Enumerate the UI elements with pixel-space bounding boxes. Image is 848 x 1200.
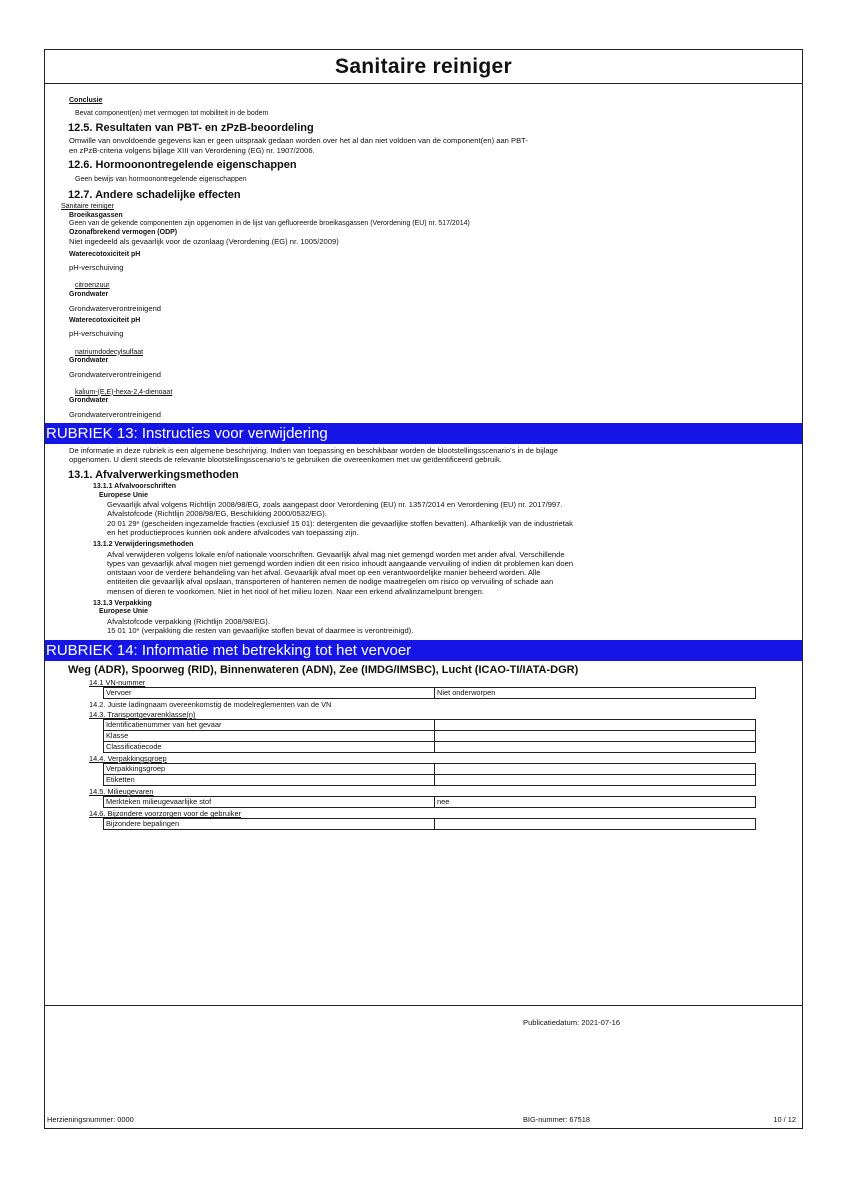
conclusion-heading: Conclusie <box>69 97 103 104</box>
kalium-groundwater-text: Grondwaterverontreinigend <box>69 409 162 419</box>
kalium-groundwater-heading: Grondwater <box>69 397 109 405</box>
table-row <box>104 731 756 742</box>
citroenzuur-groundwater-text: Grondwaterverontreinigend <box>69 303 162 313</box>
water-ph-heading: Waterecotoxiciteit pH <box>69 250 141 258</box>
disposal-line-2: types van gevaarlijk afval mogen niet gemengd worden indien dit een risico inhoudt aangaande vervuiling of indien dit problemen kan doen <box>107 558 574 568</box>
eu-label-1: Europese Unie <box>99 491 149 499</box>
table-cell-value <box>435 720 756 731</box>
table-cell-label: Merkteken milieugevaarlijke stof <box>104 797 435 808</box>
table-cell-label: Bijzondere bepalingen <box>104 819 435 830</box>
table-cell-label: Identificatienummer van het gevaar <box>104 720 435 731</box>
table-cell-label: Klasse <box>104 731 435 742</box>
section-13-1-heading: 13.1. Afvalverwerkingsmethoden <box>68 468 239 481</box>
page-number: 10 / 12 <box>773 1115 796 1124</box>
table-row <box>104 764 756 775</box>
waste-rule-line-3: 20 01 29* (gescheiden ingezamelde fracties (exclusief 15 01): detergenten die gevaarlijke stoffen bevatten). Afhankelijk van de industrietak <box>107 518 573 528</box>
natrium-groundwater-heading: Grondwater <box>69 357 109 365</box>
un-number-group-label: 14.1 VN-nummer <box>89 677 146 687</box>
environmental-hazards-table <box>103 796 756 808</box>
table-cell-value <box>435 819 756 830</box>
citroenzuur-ph-text: pH-verschuiving <box>69 329 124 339</box>
waste-rule-line-2: Afvalstofcode (Richtlijn 2008/98/EG, Beschikking 2000/0532/EG). <box>107 509 327 519</box>
packing-group-table <box>103 763 756 786</box>
table-row <box>104 775 756 786</box>
table-cell-label: Verpakkingsgroep <box>104 764 435 775</box>
packaging-line-1: Afvalstofcode verpakking (Richtlijn 2008/98/EG). <box>107 617 270 626</box>
big-number: BIG-nummer: 67518 <box>523 1115 590 1124</box>
special-precautions-label: 14.6. Bijzondere voorzorgen voor de gebruiker <box>89 809 242 819</box>
eu-label-2: Europese Unie <box>99 608 149 616</box>
citroenzuur-ph-heading: Waterecotoxiciteit pH <box>69 316 141 324</box>
special-precautions-table <box>103 818 756 830</box>
section-13-1-1-heading: 13.1.1 Afvalvoorschriften <box>93 483 176 491</box>
citroenzuur-groundwater-heading: Grondwater <box>69 291 109 298</box>
natrium-groundwater-text: Grondwaterverontreinigend <box>69 369 162 379</box>
table-cell-label: Vervoer <box>104 687 435 698</box>
section-14-banner: RUBRIEK 14: Informatie met betrekking tot het vervoer <box>45 640 802 661</box>
packing-group-label: 14.4. Verpakkingsgroep <box>89 754 167 763</box>
hazard-class-group-label: 14.3. Transportgevarenklasse(n) <box>89 709 196 719</box>
shipping-name-group-label: 14.2. Juiste ladingnaam overeenkomstig de modelreglementen van de VN <box>89 699 332 709</box>
conclusion-text: Bevat component(en) met vermogen tot mobiliteit in de bodem <box>75 109 269 117</box>
table-cell-label: Etiketten <box>104 775 435 786</box>
disposal-line-5: mensen of dieren te voorkomen. Niet in het riool of het milieu lozen. Naar een erkend afvalinzamelpunt brengen. <box>107 586 484 596</box>
component-natriumdodecylsulfaat: natriumdodecylsulfaat <box>75 348 144 356</box>
table-cell-value <box>435 731 756 742</box>
page-header <box>45 50 802 84</box>
waste-rule-line-1: Gevaarlijk afval volgens Richtlijn 2008/98/EG, zoals aangepast door Verordening (EU) nr. 1357/2014 en Verordening (EU) nr. 2017/997. <box>107 500 563 510</box>
greenhouse-heading: Broeikasgassen <box>69 211 123 219</box>
revision-number: Herzieningsnummer: 0000 <box>47 1115 134 1124</box>
section-12-5-line-1: Omwille van onvoldoende gegevens kan er geen uitspraak gedaan worden over het al dan niet voldoen van de component(en) aan PBT- <box>69 136 528 146</box>
transport-modes-heading: Weg (ADR), Spoorweg (RID), Binnenwateren (ADN), Zee (IMDG/IMSBC), Lucht (ICAO-TI/IATA-DGR) <box>68 663 579 676</box>
footer-divider <box>45 1005 802 1006</box>
table-row <box>104 819 756 830</box>
table-row <box>104 720 756 731</box>
disposal-line-4: entiteiten die gevaarlijk afval opslaan, transporteren of hanteren nemen de nodige maatregelen om risico op vervuiling of schade aan <box>107 577 554 587</box>
odp-text: Niet ingedeeld als gevaarlijk voor de ozonlaag (Verordening (EG) nr. 1005/2009) <box>69 237 339 247</box>
section-12-6-heading: 12.6. Hormoonontregelende eigenschappen <box>68 158 297 171</box>
section-12-5-heading: 12.5. Resultaten van PBT- en zPzB-beoordeling <box>68 122 314 135</box>
water-ph-text: pH-verschuiving <box>69 263 124 273</box>
publication-date: Publicatiedatum: 2021-07-16 <box>523 1018 621 1027</box>
component-citroenzuur: citroenzuur <box>75 282 110 290</box>
disposal-line-3: ontstaan voor de verdere behandeling van het afval. Gevaarlijk afval moet op een verantwoordelijke manier beheerd worden. Alle <box>107 568 541 578</box>
section-13-1-3-heading: 13.1.3 Verpakking <box>93 599 152 607</box>
section-13-banner: RUBRIEK 13: Instructies voor verwijdering <box>45 423 802 444</box>
table-cell-value <box>435 775 756 786</box>
waste-rule-line-4: en het productieproces kunnen ook andere afvalcodes van toepassing zijn. <box>107 527 359 537</box>
section-13-1-2-heading: 13.1.2 Verwijderingsmethoden <box>93 541 194 549</box>
section-12-7-heading: 12.7. Andere schadelijke effecten <box>68 188 241 201</box>
table-row <box>104 687 756 698</box>
table-cell-value: Niet onderworpen <box>435 687 756 698</box>
section-13-intro-2: opgenomen. U dient steeds de relevante blootstellingsscenario's te gebruiken die overeenkomen met uw geïdentificeerd gebruik. <box>69 455 502 465</box>
table-cell-label: Classificatiecode <box>104 742 435 753</box>
table-cell-value <box>435 742 756 753</box>
hazard-class-table <box>103 719 756 753</box>
component-kalium: kalium-(E,E)-hexa-2,4-dienoaat <box>75 388 173 396</box>
environmental-hazards-label: 14.5. Milieugevaren <box>89 787 154 797</box>
section-13-intro-1: De informatie in deze rubriek is een algemene beschrijving. Indien van toepassing en beschikbaar worden de blootstellingsscenario's in de bijlage <box>69 446 559 456</box>
document-title: Sanitaire reiniger <box>335 55 512 78</box>
document-page <box>44 49 803 1129</box>
page-content <box>45 84 802 830</box>
product-name: Sanitaire reiniger <box>61 203 114 211</box>
disposal-line-1: Afval verwijderen volgens lokale en/of nationale voorschriften. Gevaarlijk afval mag niet gemengd worden met ander afval. Verschillende <box>107 549 565 559</box>
section-12-6-text: Geen bewijs van hormoonontregelende eigenschappen <box>75 176 247 184</box>
greenhouse-text: Geen van de gekende componenten zijn opgenomen in de lijst van gefluoreerde broeikasgassen (Verordening (EU) nr. 517/2014) <box>69 220 470 228</box>
table-row <box>104 742 756 753</box>
packaging-line-2: 15 01 10* (verpakking die resten van gevaarlijke stoffen bevat of daarmee is verontreinigd). <box>107 626 414 636</box>
odp-heading: Ozonafbrekend vermogen (ODP) <box>69 228 178 236</box>
section-12-5-line-2: en zPzB-criteria volgens bijlage XIII van Verordening (EG) nr. 1907/2006. <box>69 145 315 155</box>
table-row <box>104 797 756 808</box>
table-cell-value: nee <box>435 797 756 808</box>
un-number-table <box>103 687 756 699</box>
table-cell-value <box>435 764 756 775</box>
